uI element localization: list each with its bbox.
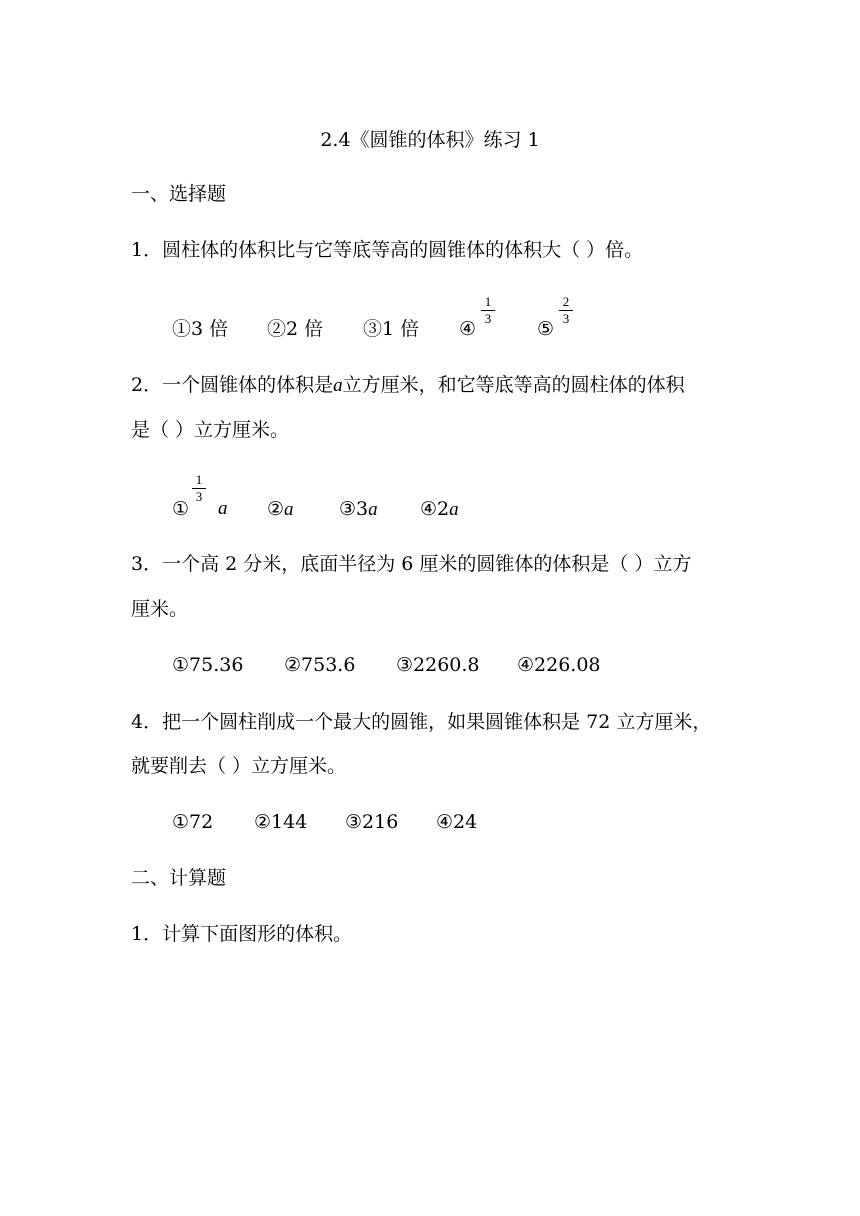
page-title: 2.4《圆锥的体积》练习 1 — [320, 129, 540, 151]
q1-option-5-fraction — [559, 295, 573, 326]
fraction-denominator: 3 — [195, 489, 203, 504]
q4-option-2: ②144 — [254, 811, 308, 833]
q2-option-2 — [267, 497, 294, 522]
q2-option-4-mark: ④2 — [420, 498, 450, 520]
fraction-denominator: 3 — [484, 311, 492, 326]
q2-variable-a: a — [333, 375, 343, 396]
question-2-line-1 — [131, 373, 685, 398]
question-2-line-2: 是（ ）立方厘米。 — [131, 419, 290, 441]
q2-option-4-variable: a — [449, 499, 459, 520]
question-3-line-1: 3．一个高 2 分米，底面半径为 6 厘米的圆锥体的体积是（ ）立方 — [131, 553, 692, 575]
question-1-text: 1．圆柱体的体积比与它等底等高的圆锥体的体积大（ ）倍。 — [131, 239, 644, 261]
q1-option-5: ⑤ — [537, 318, 555, 340]
q1-option-4: ④ — [459, 318, 477, 340]
q1-option-2: ②2 倍 — [267, 318, 324, 340]
q2-option-1-fraction — [192, 473, 206, 504]
q2-option-3-variable: a — [368, 499, 378, 520]
question-3-line-2: 厘米。 — [131, 598, 189, 620]
q3-option-3: ③2260.8 — [396, 654, 480, 676]
question-4-line-1: 4．把一个圆柱削成一个最大的圆锥，如果圆锥体积是 72 立方厘米， — [131, 711, 712, 733]
q4-option-3: ③216 — [345, 811, 399, 833]
q2-option-2-variable: a — [284, 499, 294, 520]
section-2-question-1: 1．计算下面图形的体积。 — [131, 923, 353, 945]
q4-option-4: ④24 — [436, 811, 478, 833]
fraction-numerator: 1 — [195, 472, 203, 487]
q2-option-4 — [420, 497, 459, 522]
q3-option-1: ①75.36 — [172, 654, 244, 676]
q2-line1-pre: 2．一个圆锥体的体积是 — [131, 374, 334, 396]
q3-option-2: ②753.6 — [284, 654, 356, 676]
q2-option-1-variable: a — [218, 498, 228, 519]
q3-option-4: ④226.08 — [517, 654, 601, 676]
q2-option-2-mark: ② — [267, 498, 285, 520]
q2-option-1-mark: ① — [172, 498, 190, 520]
q2-option-3-mark: ③3 — [339, 498, 369, 520]
q1-option-1: ①3 倍 — [172, 318, 229, 340]
q1-option-4-fraction — [481, 295, 495, 326]
q2-option-3 — [339, 497, 378, 522]
section-heading-choice: 一、选择题 — [131, 183, 227, 205]
q4-option-1: ①72 — [172, 811, 214, 833]
q1-option-3: ③1 倍 — [363, 318, 420, 340]
fraction-numerator: 2 — [562, 294, 570, 309]
fraction-numerator: 1 — [484, 294, 492, 309]
q2-line1-post: 立方厘米，和它等底等高的圆柱体的体积 — [342, 374, 685, 396]
fraction-denominator: 3 — [562, 311, 570, 326]
section-heading-calculation: 二、计算题 — [131, 867, 227, 889]
question-4-line-2: 就要削去（ ）立方厘米。 — [131, 755, 347, 777]
